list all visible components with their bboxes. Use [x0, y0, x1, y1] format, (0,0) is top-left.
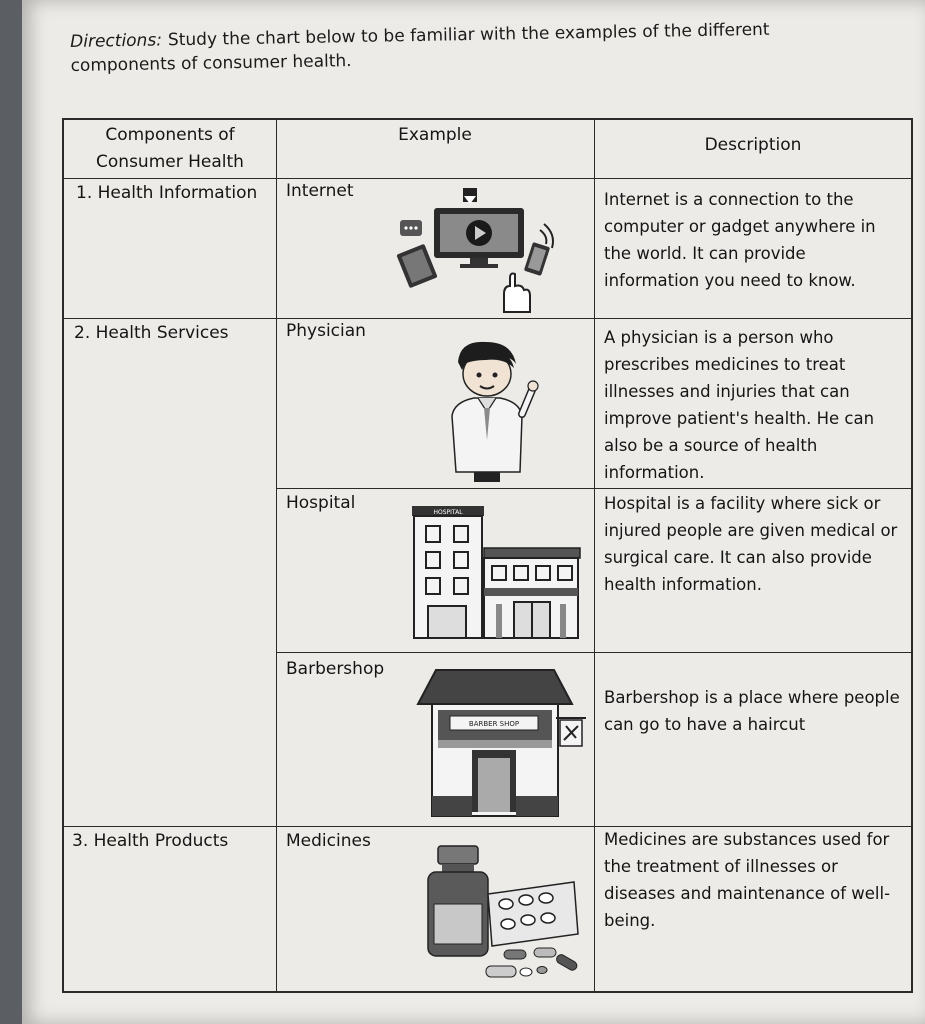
directions	[70, 17, 831, 78]
barbershop-icon	[416, 668, 592, 818]
row-divider	[276, 652, 911, 653]
barber-sign-text: BARBER SHOP	[468, 720, 520, 728]
column-divider	[276, 120, 277, 991]
directions-label: Directions:	[70, 30, 163, 52]
example-medicines: Medicines	[286, 831, 371, 851]
component-health-information: 1. Health Information	[76, 183, 258, 203]
header-description: Description	[704, 135, 802, 155]
description-physician: A physician is a person who prescribes medicines to treat illnesses and injuries that can improve patient's health. He can also be a source of health information.	[604, 328, 875, 482]
consumer-health-chart	[62, 118, 913, 993]
textbook-page	[22, 0, 925, 1024]
internet-devices-icon	[390, 186, 560, 316]
hospital-icon	[410, 504, 584, 640]
component-health-services: 2. Health Services	[74, 323, 229, 343]
example-physician: Physician	[286, 321, 366, 341]
column-divider	[594, 120, 595, 991]
header-component: Components of Consumer Health	[96, 125, 244, 172]
description-hospital: Hospital is a facility where sick or injured people are given medical or surgical care. It can also provide health information.	[604, 494, 898, 594]
example-hospital: Hospital	[286, 493, 356, 513]
example-barbershop: Barbershop	[286, 659, 385, 679]
description-internet: Internet is a connection to the computer or gadget anywhere in the world. It can provide information you need to know.	[604, 190, 876, 290]
row-divider	[64, 178, 911, 179]
component-health-products: 3. Health Products	[72, 831, 229, 851]
description-medicines: Medicines are substances used for the treatment of illnesses or diseases and maintenance of well-being.	[604, 830, 891, 930]
header-example: Example	[398, 125, 472, 145]
medicines-icon	[426, 842, 586, 982]
directions-text: Study the chart below to be familiar with the examples of the different components of consumer health.	[70, 19, 770, 76]
row-divider	[64, 318, 911, 319]
example-internet: Internet	[286, 181, 354, 201]
physician-icon	[440, 340, 540, 482]
row-divider	[276, 488, 911, 489]
description-barbershop: Barbershop is a place where people can go to have a haircut	[604, 688, 900, 734]
hospital-sign-text: HOSPITAL	[433, 509, 463, 516]
